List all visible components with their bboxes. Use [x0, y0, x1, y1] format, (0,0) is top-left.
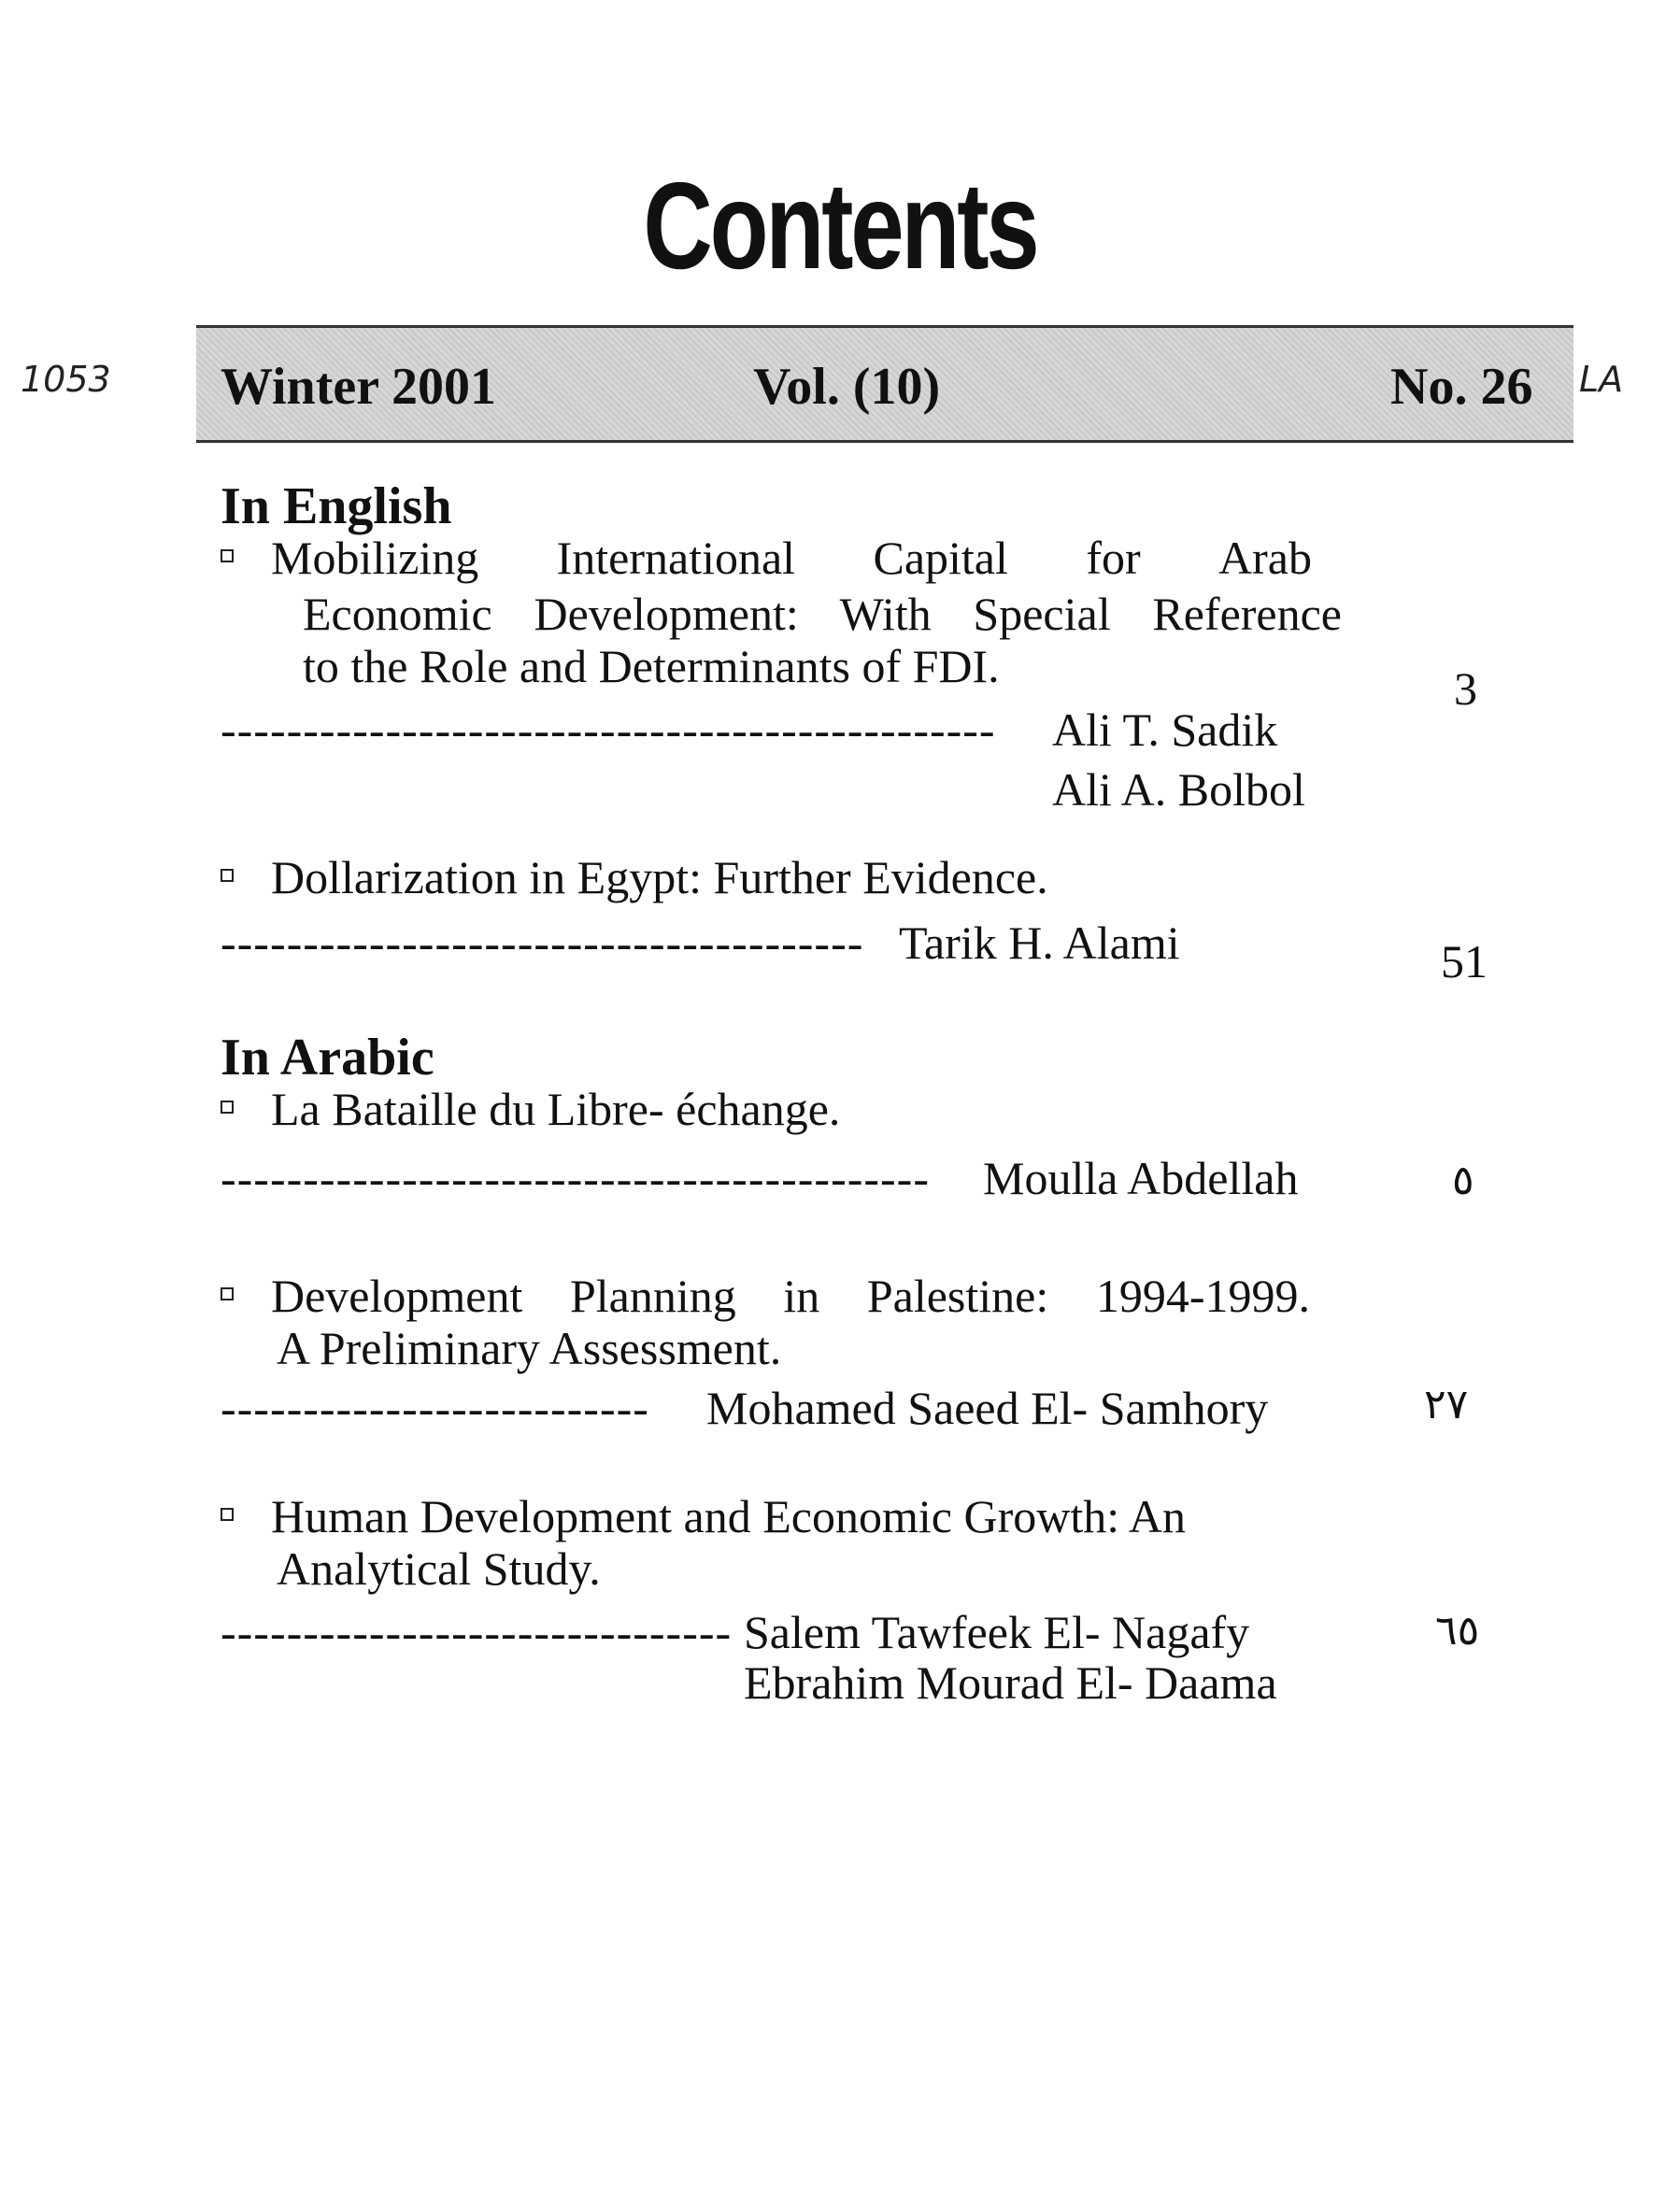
- article-title-line: [271, 531, 1312, 585]
- author-name: Mohamed Saeed El- Samhory: [706, 1382, 1269, 1434]
- handwritten-note-left: 1053: [21, 359, 111, 400]
- bullet-icon: [221, 549, 234, 567]
- article-title-line: Economic Development: With Special Reference: [303, 588, 1342, 640]
- section-heading-arabic: In Arabic: [221, 1029, 434, 1087]
- article-title-line: Dollarization in Egypt: Further Evidence.: [271, 851, 1048, 903]
- leader-dashes: -------------------------------: [221, 1606, 733, 1658]
- article-title-line: Human Development and Economic Growth: An: [271, 1490, 1186, 1542]
- title-word: for: [1086, 532, 1141, 584]
- page-number: ٦٥: [1435, 1607, 1480, 1655]
- title-word: International: [556, 532, 796, 584]
- bullet-icon: [221, 1101, 234, 1118]
- leader-dashes: ---------------------------------------: [221, 916, 864, 969]
- leader-dashes: -----------------------------------------------: [221, 703, 996, 756]
- bullet-icon: [221, 1287, 234, 1305]
- issue-season: Winter 2001: [221, 358, 497, 416]
- page-number: 3: [1454, 662, 1477, 715]
- bullet-icon: [221, 1508, 234, 1526]
- article-title-line: A Preliminary Assessment.: [277, 1322, 782, 1374]
- leader-dashes: -------------------------------------------: [221, 1152, 930, 1204]
- article-title-line: Analytical Study.: [277, 1542, 601, 1595]
- section-heading-english: In English: [221, 477, 452, 535]
- author-name: Moulla Abdellah: [983, 1152, 1299, 1204]
- page-number: ٥: [1452, 1157, 1474, 1204]
- author-name: Tarik H. Alami: [899, 916, 1180, 969]
- author-name: Salem Tawfeek El- Nagafy: [744, 1606, 1250, 1658]
- handwritten-note-right: LA: [1579, 359, 1624, 400]
- title-word: Mobilizing: [271, 532, 479, 584]
- issue-number: No. 26: [1390, 358, 1533, 416]
- page-title: Contents: [643, 157, 1037, 294]
- bullet-icon: [221, 869, 234, 887]
- author-name: Ali T. Sadik: [1052, 703, 1278, 756]
- article-title-line: La Bataille du Libre- échange.: [271, 1083, 841, 1135]
- author-name: Ali A. Bolbol: [1052, 763, 1305, 816]
- page-number: ٢٧: [1424, 1381, 1469, 1428]
- issue-volume: Vol. (10): [753, 358, 941, 416]
- leader-dashes: --------------------------: [221, 1382, 649, 1434]
- page-number: 51: [1441, 935, 1488, 987]
- article-title-line: Development Planning in Palestine: 1994-1999.: [271, 1270, 1310, 1322]
- article-title-line: to the Role and Determinants of FDI.: [303, 640, 1000, 692]
- title-word: Arab: [1218, 532, 1312, 584]
- author-name: Ebrahim Mourad El- Daama: [744, 1656, 1277, 1709]
- title-word: Capital: [873, 532, 1008, 584]
